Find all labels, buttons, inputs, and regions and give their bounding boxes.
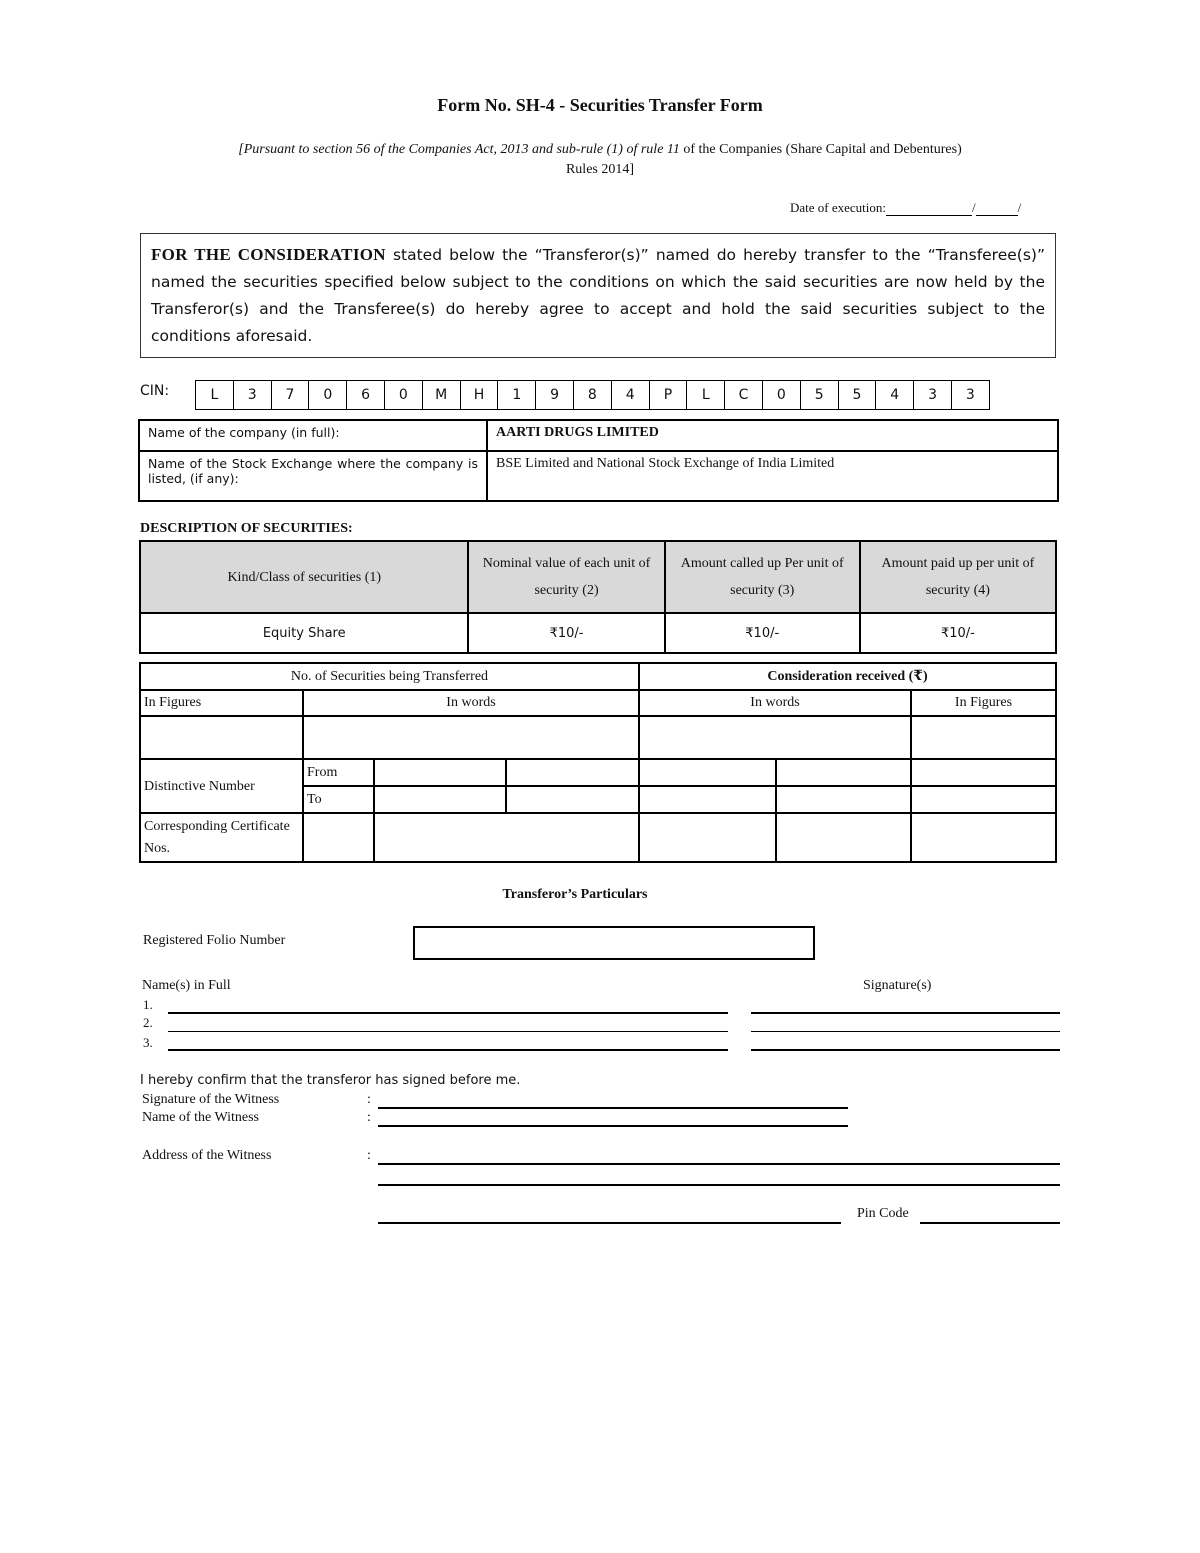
corresponding-certificate-label: Corresponding Certificate Nos. [140, 813, 303, 862]
in-words-header: In words [303, 690, 639, 716]
colon-1: : [367, 1092, 371, 1107]
transferor-particulars-heading: Transferor’s Particulars [502, 887, 648, 902]
witness-address-line-2[interactable] [378, 1184, 1060, 1186]
in-words-header-2: In words [639, 690, 911, 716]
colon-2: : [367, 1110, 371, 1125]
distinctive-number-label: Distinctive Number [140, 759, 303, 813]
cin-char-box: 3 [914, 380, 952, 410]
header-amount-paid-up: Amount paid up per unit of security (4) [860, 541, 1056, 613]
from-cell-3[interactable] [639, 759, 776, 786]
description-heading: DESCRIPTION OF SECURITIES: [140, 521, 353, 536]
cin-char-box: 5 [839, 380, 877, 410]
cin-char-box: P [650, 380, 688, 410]
stock-exchange-label: Name of the Stock Exchange where the company is listed, (if any): [139, 451, 487, 501]
name-line-2[interactable] [168, 1031, 728, 1032]
to-cell-4[interactable] [776, 786, 911, 813]
cin-char-box: 8 [574, 380, 612, 410]
name-number-3: 3. [143, 1035, 153, 1050]
from-cell-4[interactable] [776, 759, 911, 786]
cert-cell-5[interactable] [911, 813, 1056, 862]
in-figures-header: In Figures [140, 690, 303, 716]
form-subtitle [170, 140, 1030, 180]
consideration-text: stated below the “Transferor(s)” named do hereby transfer to the “Transferee(s)” named the securities specified below subject to the conditions on which the said securities are now held by the Transferor(s) and the Transferee(s) do hereby agree to accept and hold the said securities subject to the conditions aforesaid. [151, 246, 1045, 345]
cin-char-box: 5 [801, 380, 839, 410]
subtitle-line2: Rules 2014] [565, 162, 635, 177]
consideration-box [140, 233, 1056, 358]
names-label: Name(s) in Full [142, 978, 231, 993]
subtitle-italic: [Pursuant to section 56 of the Companies Act, 2013 and sub-rule (1) of rule 11 [238, 142, 680, 157]
cert-cell-1[interactable] [303, 813, 374, 862]
signature-line-3[interactable] [751, 1049, 1060, 1051]
name-line-1[interactable] [168, 1012, 728, 1014]
cin-char-box: 9 [536, 380, 574, 410]
cell-nominal-value: ₹10/- [468, 613, 664, 653]
witness-signature-label: Signature of the Witness [142, 1092, 280, 1107]
consideration-figures-cell[interactable] [911, 716, 1056, 759]
signature-line-1[interactable] [751, 1012, 1060, 1014]
cin-char-box: 6 [347, 380, 385, 410]
to-cell-3[interactable] [639, 786, 776, 813]
witness-address-line-1[interactable] [378, 1163, 1060, 1165]
from-label: From [303, 759, 374, 786]
cin-char-box: 0 [763, 380, 801, 410]
from-cell-5[interactable] [911, 759, 1056, 786]
to-label: To [303, 786, 374, 813]
date-of-execution: Date of execution: / / [790, 200, 1022, 215]
cin-char-box: 7 [272, 380, 310, 410]
transfer-table [139, 662, 1057, 863]
from-cell-1[interactable] [374, 759, 506, 786]
signatures-label: Signature(s) [863, 978, 932, 993]
header-amount-called-up: Amount called up Per unit of security (3) [665, 541, 860, 613]
consideration-bold: FOR THE CONSIDERATION [151, 245, 386, 264]
no-securities-header: No. of Securities being Transferred [140, 663, 639, 690]
date-day-blank[interactable] [886, 202, 972, 216]
witness-address-line-3[interactable] [378, 1222, 841, 1224]
witness-address-label: Address of the Witness [142, 1148, 272, 1163]
company-name-value: AARTI DRUGS LIMITED [487, 420, 1058, 451]
cell-amount-called-up: ₹10/- [665, 613, 860, 653]
cin-char-box: C [725, 380, 763, 410]
cin-char-box: 0 [309, 380, 347, 410]
cin-char-box: M [423, 380, 461, 410]
cin-char-box: 4 [876, 380, 914, 410]
cin-label: CIN: [140, 383, 170, 399]
name-number-2: 2. [143, 1015, 153, 1030]
cell-kind-class: Equity Share [140, 613, 468, 653]
cert-cell-2[interactable] [374, 813, 639, 862]
securities-table [139, 540, 1057, 654]
in-figures-header-2: In Figures [911, 690, 1056, 716]
stock-exchange-value: BSE Limited and National Stock Exchange of India Limited [487, 451, 1058, 501]
cert-cell-4[interactable] [776, 813, 911, 862]
to-cell-2[interactable] [506, 786, 639, 813]
name-line-3[interactable] [168, 1049, 728, 1051]
name-number-1: 1. [143, 997, 153, 1012]
figures-cell[interactable] [140, 716, 303, 759]
folio-input[interactable] [413, 926, 815, 960]
cin-char-box: L [687, 380, 725, 410]
date-label: Date of execution: [790, 200, 887, 215]
cin-char-box: 1 [498, 380, 536, 410]
witness-name-label: Name of the Witness [142, 1110, 259, 1125]
form-title: Form No. SH-4 - Securities Transfer Form [437, 95, 763, 115]
pin-code-label: Pin Code [857, 1206, 909, 1221]
cin-char-box: L [196, 380, 234, 410]
colon-3: : [367, 1148, 371, 1163]
cert-cell-3[interactable] [639, 813, 776, 862]
subtitle-plain: of the Companies (Share Capital and Debentures) [683, 142, 962, 157]
cin-char-box: H [461, 380, 499, 410]
company-name-label: Name of the company (in full): [139, 420, 487, 451]
words-cell[interactable] [303, 716, 639, 759]
date-month-blank[interactable] [976, 202, 1018, 216]
from-cell-2[interactable] [506, 759, 639, 786]
cin-char-box: 0 [385, 380, 423, 410]
company-table [138, 419, 1059, 502]
cin-char-box: 4 [612, 380, 650, 410]
signature-line-2[interactable] [751, 1031, 1060, 1032]
witness-confirm-text: I hereby confirm that the transferor has signed before me. [140, 1073, 521, 1088]
to-cell-1[interactable] [374, 786, 506, 813]
cin-boxes [195, 380, 990, 410]
to-cell-5[interactable] [911, 786, 1056, 813]
cin-char-box: 3 [234, 380, 272, 410]
cin-char-box: 3 [952, 380, 990, 410]
header-kind-class: Kind/Class of securities (1) [140, 541, 468, 613]
consideration-words-cell[interactable] [639, 716, 911, 759]
witness-name-line[interactable] [378, 1125, 848, 1127]
pin-code-line[interactable] [920, 1222, 1060, 1224]
folio-label: Registered Folio Number [143, 933, 286, 948]
header-nominal-value: Nominal value of each unit of security (2) [468, 541, 664, 613]
consideration-header: Consideration received (₹) [639, 663, 1056, 690]
witness-signature-line[interactable] [378, 1107, 848, 1109]
cell-amount-paid-up: ₹10/- [860, 613, 1056, 653]
